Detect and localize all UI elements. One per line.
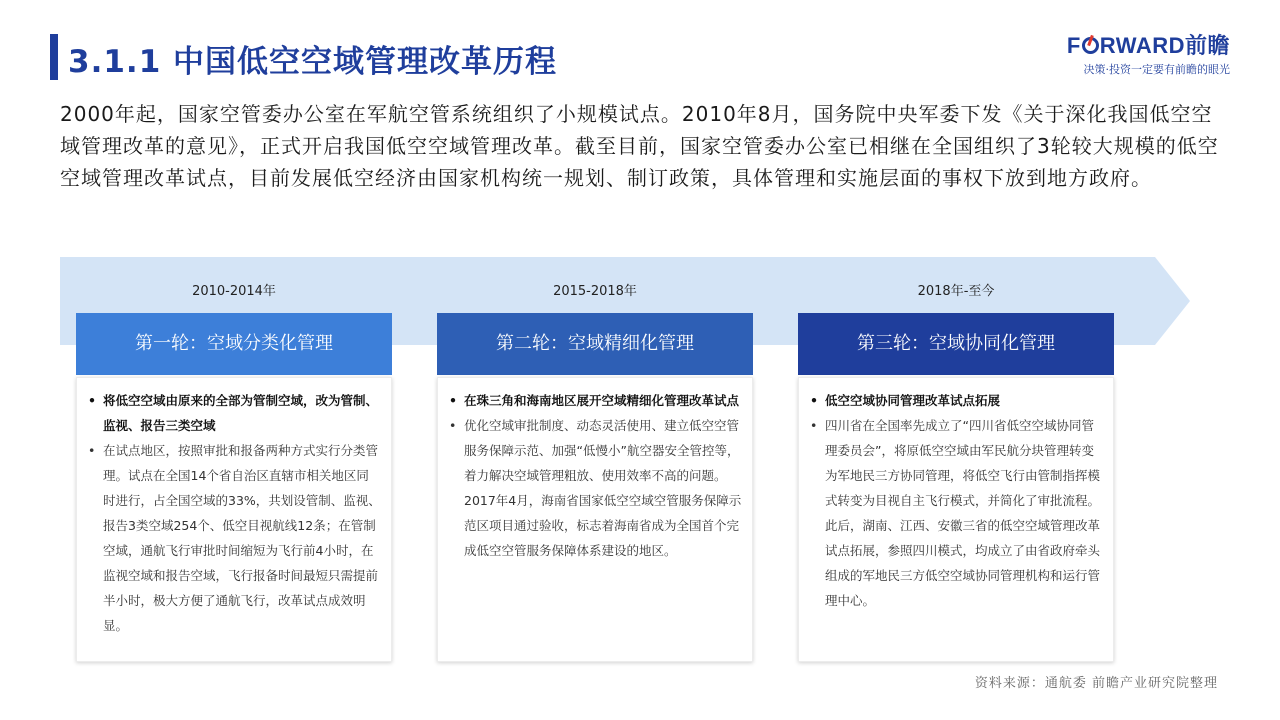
- stage-1-period: 2010-2014年: [192, 284, 276, 299]
- logo-o-mark: [1082, 37, 1099, 54]
- stage-2-period: 2015-2018年: [553, 284, 637, 299]
- brand-logo: [1067, 34, 1230, 77]
- stage-1-card: [76, 377, 392, 662]
- intro-paragraph: 2000年起，国家空管委办公室在军航空管系统组织了小规模试点。2010年8月，国务院中央军委下发《关于深化我国低空空域管理改革的意见》，正式开启我国低空空域管理改革。截至目前，国家空管委办公室已相继在全国组织了3轮较大规模的低空空域管理改革试点，目前发展低空经济由国家机构统一规划、制订政策，具体管理和实施层面的事权下放到地方政府。: [60, 102, 1219, 190]
- stage-1-header: 第一轮：空域分类化管理: [76, 313, 392, 375]
- stage-3-period: 2018年-至今: [917, 284, 995, 299]
- stage-3-card: [798, 377, 1114, 662]
- stage-3-bullet-1: • 低空空域协同管理改革试点拓展: [807, 388, 1103, 413]
- page-title: 3.1.1 中国低空空域管理改革历程: [68, 44, 558, 80]
- stage-2-bullet-2: • 优化空域审批制度、动态灵活使用、建立低空空管服务保障示范、加强“低慢小”航空器安全管控等，着力解决空域管理粗放、使用效率不高的问题。2017年4月，海南省国家低空空域空管服务保障示范区项目通过验收，标志着海南省成为全国首个完成低空空管服务保障体系建设的地区。: [446, 413, 742, 563]
- logo-tagline: 决策·投资一定要有前瞻的眼光: [1083, 63, 1230, 76]
- stage-1-bullet-2: • 在试点地区，按照审批和报备两种方式实行分类管理。试点在全国14个省自治区直辖市相关地区同时进行，占全国空域的33%，共划设管制、监视、报告3类空域254个、低空目视航线12条；在管制空域，通航飞行审批时间缩短为飞行前4小时，在监视空域和报告空域，飞行报备时间最短只需提前半小时，极大方便了通航飞行，改革试点成效明显。: [85, 438, 381, 638]
- title-accent-bar: [50, 34, 58, 80]
- stage-2-card: [437, 377, 753, 662]
- logo-wordmark: F RWARD前瞻: [1066, 33, 1230, 58]
- stage-2-bullet-1: • 在珠三角和海南地区展开空域精细化管理改革试点: [446, 388, 742, 413]
- stage-1-bullet-1: • 将低空空域由原来的全部为管制空域，改为管制、监视、报告三类空域: [85, 388, 381, 438]
- stage-2-header: 第二轮：空域精细化管理: [437, 313, 753, 375]
- source-note: 资料来源：通航委 前瞻产业研究院整理: [974, 676, 1218, 691]
- stage-3-header: 第三轮：空域协同化管理: [798, 313, 1114, 375]
- stage-3-bullet-2: • 四川省在全国率先成立了“四川省低空空域协同管理委员会”，将原低空空域由军民航分块管理转变为军地民三方协同管理，将低空飞行由管制指挥模式转变为目视自主飞行模式，并简化了审批流程。此后，湖南、江西、安徽三省的低空空域管理改革试点拓展，参照四川模式，均成立了由省政府牵头组成的军地民三方低空空域协同管理机构和运行管理中心。: [807, 413, 1103, 613]
